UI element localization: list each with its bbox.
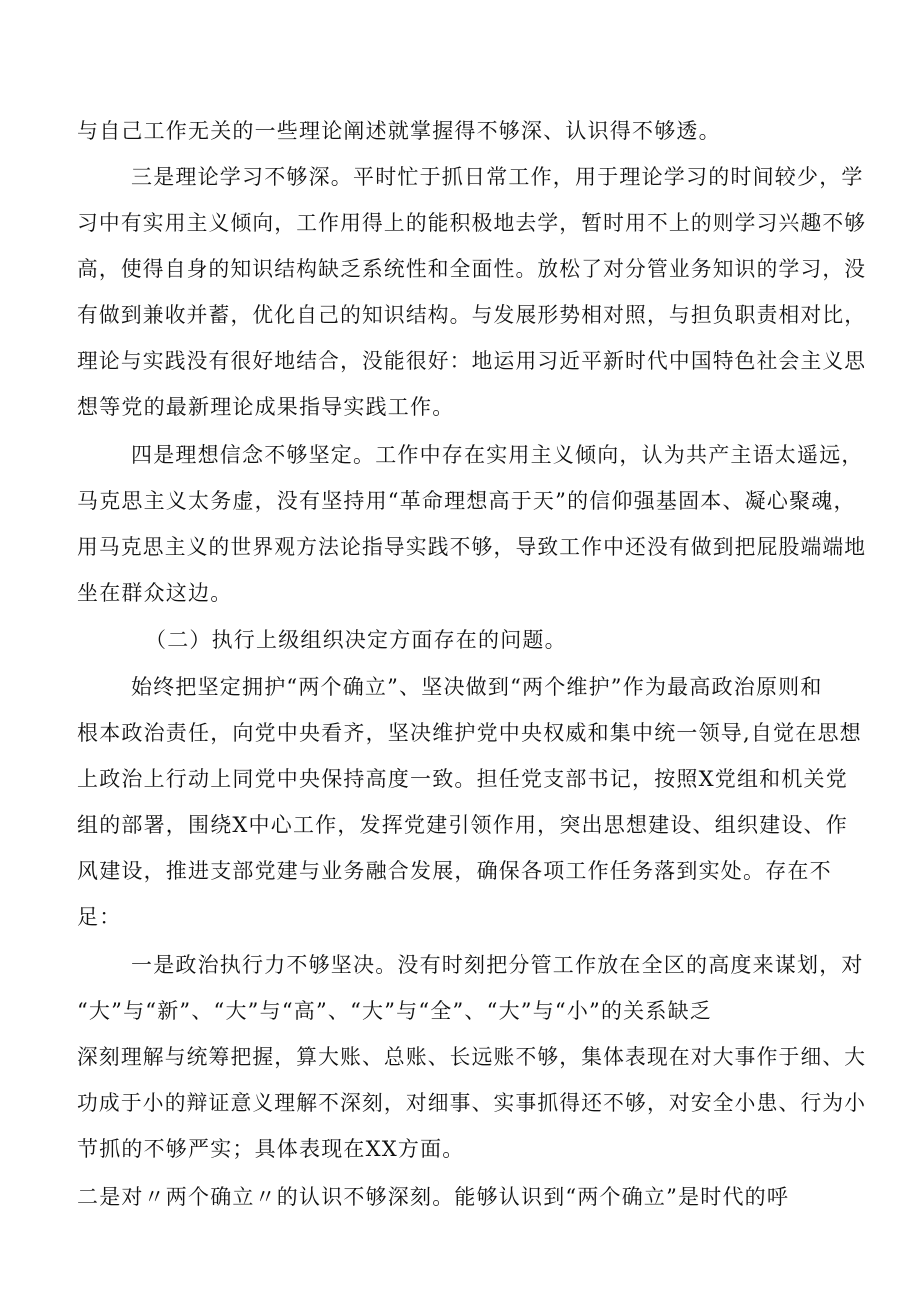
text-line: 高，使得自身的知识结构缺乏系统性和全面性。放松了对分管业务知识的学习，没 bbox=[77, 257, 867, 281]
text-line: 深刻理解与统筹把握，算大账、总账、长远账不够，集体表现在对大事作于细、大 bbox=[77, 1045, 867, 1069]
text-line: 风建设，推进支部党建与业务融合发展，确保各项工作任务落到实处。存在不 bbox=[77, 859, 832, 883]
text-line: 坐在群众这边。 bbox=[77, 581, 233, 605]
text-line: 根本政治责任，向党中央看齐，坚决维护党中央权威和集中统一领导,自觉在思想 bbox=[77, 721, 862, 745]
text-line: 有做到兼收并蓄，优化自己的知识结构。与发展形势相对照，与担负职责相对比， bbox=[77, 303, 867, 327]
text-line: 节抓的不够严实；具体表现在XX方面。 bbox=[77, 1137, 465, 1161]
text-line: 功成于小的辩证意义理解不深刻，对细事、实事抓得还不够，对安全小患、行为小 bbox=[77, 1091, 867, 1115]
text-line: 与自己工作无关的一些理论阐述就掌握得不够深、认识得不够透。 bbox=[77, 119, 721, 143]
text-line: 理论与实践没有很好地结合，没能很好：地运用习近平新时代中国特色社会主义思 bbox=[77, 349, 867, 373]
text-line: 始终把坚定拥护“两个确立”、坚决做到“两个维护”作为最高政治原则和 bbox=[131, 675, 823, 699]
text-line: 二是对〃两个确立〃的认识不够深刻。能够认识到“两个确立”是时代的呼 bbox=[77, 1185, 790, 1209]
text-line: 四是理想信念不够坚定。工作中存在实用主义倾向，认为共产主语太遥远， bbox=[131, 443, 864, 467]
text-line: 三是理论学习不够深。平时忙于抓日常工作，用于理论学习的时间较少，学 bbox=[131, 165, 864, 189]
text-line: 想等党的最新理论成果指导实践工作。 bbox=[77, 395, 455, 419]
text-line: 用马克思主义的世界观方法论指导实践不够，导致工作中还没有做到把屁股端端地 bbox=[77, 535, 867, 559]
text-line: “大”与“新”、“大”与“高”、“大”与“全”、“大”与“小”的关系缺乏 bbox=[77, 999, 712, 1023]
text-line: 习中有实用主义倾向，工作用得上的能积极地去学，暂时用不上的则学习兴趣不够 bbox=[77, 211, 867, 235]
text-line: 马克思主义太务虚，没有坚持用“革命理想高于天”的信仰强基固本、凝心聚魂， bbox=[77, 489, 856, 513]
text-line: 足： bbox=[77, 905, 122, 929]
text-line: 组的部署，围绕X中心工作，发挥党建引领作用，突出思想建设、组织建设、作 bbox=[77, 813, 848, 837]
section-heading: （二）执行上级组织决定方面存在的问题。 bbox=[145, 628, 567, 652]
text-line: 一是政治执行力不够坚决。没有时刻把分管工作放在全区的高度来谋划，对 bbox=[131, 953, 864, 977]
text-line: 上政治上行动上同党中央保持高度一致。担任党支部书记，按照X党组和机关党 bbox=[77, 767, 848, 791]
